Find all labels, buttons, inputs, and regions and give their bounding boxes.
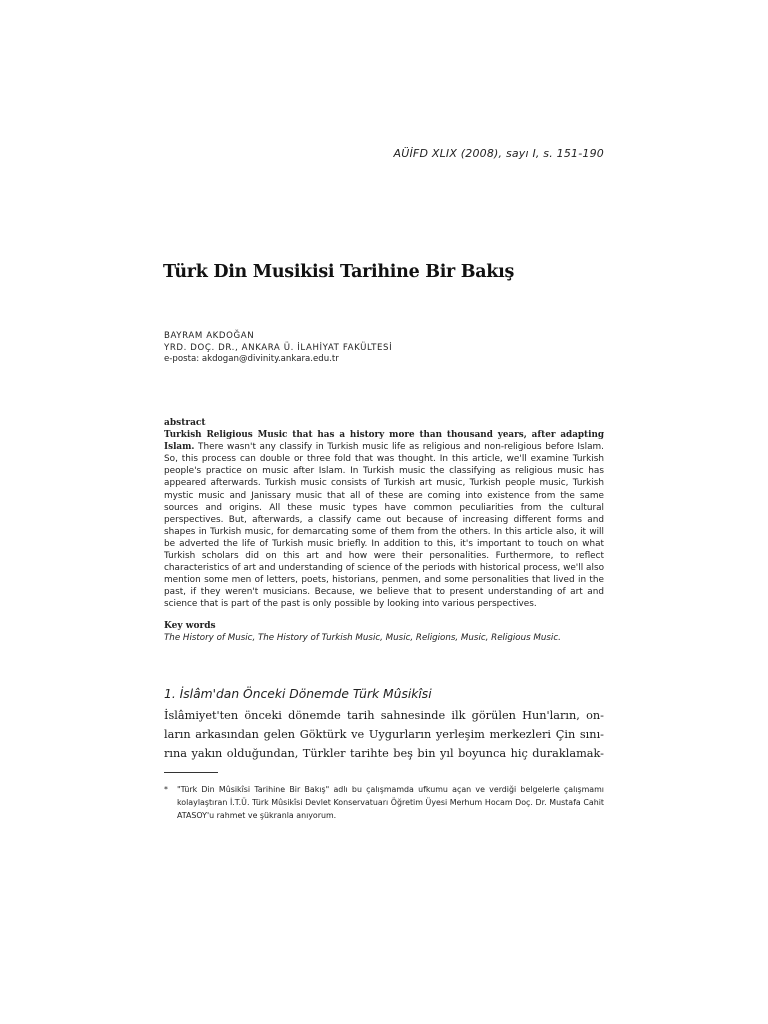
abstract-text: There wasn't any classify in Turkish music life as religious and non-religious before Islam. So, this process can double or three fold that was thought. In this article, we'll examine Turkish people's practice on music after Islam. In Turkish music the classifying as religious music has appeared afterwards. Turkish music consists of Turkish art music, Turkish people music, Turkish mystic music and Janissary music that all of these are coming into existence from the same sources and origins. All these music types have common peculiarities from the cultural perspectives. But, afterwards, a classify came out because of increasing different forms and shapes in Turkish music, for demarcating some of them from the others. In this article also, it will be adverted the life of Turkish music briefly. In addition to this, it's important to touch on what Turkish scholars did on this art and how were their personalities. Furthermore, to reflect characteristics of art and understanding of science of the periods with historical process, we'll also mention some men of letters, poets, historians, penmen, and some personalities that lived in the past, if they weren't musicians. Because, we believe that to present understanding of art and science that is part of the past is only possible by looking into various perspectives. [164,442,604,610]
body-line: ların arkasından gelen Göktürk ve Uygurların yerleşim merkezleri Çin sını- [164,727,604,741]
section-heading: 1. İslâm'dan Önceki Dönemde Türk Mûsikîsi [164,687,432,701]
body-line: İslâmiyet'ten önceki dönemde tarih sahnesinde ilk görülen Hun'ların, on- [164,709,604,722]
keywords-heading: Key words [164,620,216,631]
abstract-body [164,429,604,610]
abstract-lead-sentence: Turkish Religious Music that has a history more than thousand years, after adapting Islam. [164,430,604,453]
section-body [164,707,604,763]
footnote [164,784,604,822]
footnote-text: "Türk Din Mûsikîsi Tarihine Bir Bakış" adlı bu çalışmamda ufkumu açan ve verdiği belgelerle çalışmamı kolaylaştıran İ.T.Ü. Türk Mûsikîsi Devlet Konservatuarı Öğretim Üyesi Merhum Hocam Doç. Dr. Mustafa Cahit ATASOY'u rahmet ve şükranla anıyorum. [177,785,604,820]
footnote-mark: * [164,785,168,794]
footnote-divider [164,772,218,773]
author-affiliation: YRD. DOÇ. DR., ANKARA Ü. İLAHİYAT FAKÜLTESİ [164,342,393,353]
abstract-heading: abstract [164,418,206,428]
journal-reference: AÜİFD XLIX (2008), sayı I, s. 151-190 [393,147,604,160]
author-email: e-posta: akdogan@divinity.ankara.edu.tr [164,354,339,365]
author-name: BAYRAM AKDOĞAN [164,331,255,341]
keywords-list: The History of Music, The History of Turkish Music, Music, Religions, Music, Religious Music. [164,632,561,643]
author-block [164,331,604,366]
article-title: Türk Din Musikisi Tarihine Bir Bakış [163,262,515,282]
body-line: rına yakın olduğundan, Türkler tarihte beş bin yıl boyunca hiç duraklamak- [164,746,604,760]
abstract-section [164,417,604,644]
